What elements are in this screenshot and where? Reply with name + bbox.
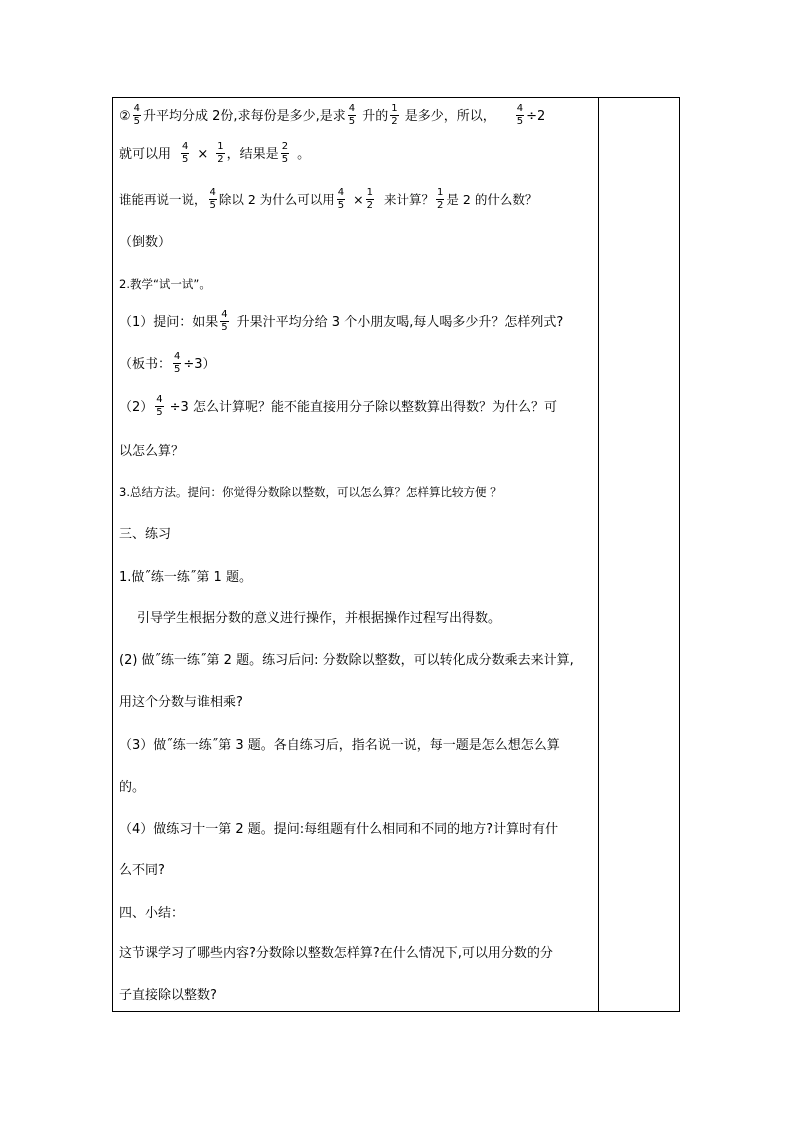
text: ÷3） <box>183 357 216 372</box>
line-11: 三、练习 <box>119 527 172 542</box>
column-divider <box>598 98 599 1011</box>
numerator: 1 <box>437 187 444 198</box>
line-9: 以怎么算？ <box>119 444 185 459</box>
numerator: 4 <box>221 309 228 320</box>
line-22: 子直接除以整数? <box>119 988 217 1003</box>
text: 来计算？ <box>384 192 435 207</box>
fraction <box>366 187 374 212</box>
fraction <box>220 309 228 334</box>
fraction <box>390 103 398 128</box>
numerator: 4 <box>156 394 163 405</box>
line-10: 3.总结方法。提问：你觉得分数除以整数，可以怎么算？怎样算比较方便 ？ <box>119 485 502 499</box>
line-15: 用这个分数与谁相乘? <box>119 695 243 710</box>
numerator: 4 <box>133 103 141 114</box>
fraction <box>133 103 141 128</box>
line-1 <box>119 104 545 129</box>
denominator: 5 <box>209 200 216 211</box>
denominator: 5 <box>182 154 189 165</box>
fraction <box>337 187 345 212</box>
text: ② <box>119 109 131 124</box>
numerator: 1 <box>217 141 224 152</box>
line-17: 的。 <box>119 780 146 795</box>
text: 升平均分成 2份,求每份是多少,是求 <box>143 109 346 124</box>
lesson-table <box>112 97 680 1012</box>
text: ÷3 怎么计算呢？能不能直接用分子除以整数算出得数？为什么？可 <box>169 400 557 415</box>
denominator: 5 <box>516 116 524 127</box>
line-13: 引导学生根据分数的意义进行操作，并根据操作过程写出得数。 <box>137 611 502 626</box>
text: 是多少，所以， <box>400 109 496 124</box>
numerator: 4 <box>348 103 356 114</box>
denominator: 2 <box>217 154 224 165</box>
text: 就可以用 <box>119 147 172 162</box>
line-2 <box>119 142 310 167</box>
numerator: 4 <box>174 351 181 362</box>
line-8 <box>119 395 557 420</box>
numerator: 4 <box>182 141 189 152</box>
text: 。 <box>297 147 311 162</box>
text: 除以 2 为什么可以用 <box>218 192 335 207</box>
line-5: 2.教学“试一试”。 <box>119 277 211 291</box>
numerator: 1 <box>366 187 374 198</box>
fraction <box>516 103 524 128</box>
denominator: 5 <box>281 154 289 165</box>
text: （2） <box>119 400 154 415</box>
line-7 <box>119 352 216 377</box>
denominator: 2 <box>437 200 444 211</box>
line-21: 这节课学习了哪些内容?分数除以整数怎样算?在什么情况下,可以用分数的分 <box>119 946 553 961</box>
fraction <box>348 103 356 128</box>
text: ÷2 <box>526 109 546 124</box>
line-19: 么不同? <box>119 863 165 878</box>
text: × <box>197 147 209 162</box>
text: 升果汁平均分给 3 个小朋友喝,每人喝多少升？怎样列式? <box>236 315 564 330</box>
numerator: 1 <box>391 103 398 114</box>
line-6 <box>119 310 563 335</box>
text: 谁能再说一说， <box>119 192 207 207</box>
line-16: （3）做˝练一练˝第 3 题。各自练习后，指名说一说，每一题是怎么想怎么算 <box>119 738 560 753</box>
denominator: 5 <box>156 407 163 418</box>
fraction <box>181 141 189 166</box>
fraction <box>155 394 163 419</box>
denominator: 5 <box>221 322 228 333</box>
line-12: 1.做˝练一练˝第 1 题。 <box>119 570 252 585</box>
denominator: 5 <box>348 116 356 127</box>
text: （1）提问：如果 <box>119 315 219 330</box>
numerator: 4 <box>209 187 216 198</box>
fraction <box>209 187 217 212</box>
denominator: 5 <box>337 200 345 211</box>
text: （板书： <box>119 357 172 372</box>
text: 升的 <box>358 109 389 124</box>
denominator: 2 <box>391 116 398 127</box>
line-20: 四、小结： <box>119 906 185 921</box>
fraction <box>173 351 181 376</box>
fraction <box>216 141 224 166</box>
line-14: (2) 做˝练一练˝第 2 题。练习后问: 分数除以整数，可以转化成分数乘去来计算, <box>119 653 574 668</box>
text: 是 2 的什么数？ <box>446 192 538 207</box>
numerator: 2 <box>281 141 289 152</box>
fraction <box>281 141 289 166</box>
line-18: （4）做练习十一第 2 题。提问:每组题有什么相同和不同的地方?计算时有什 <box>119 822 559 837</box>
numerator: 4 <box>516 103 524 114</box>
line-4: （倒数） <box>119 235 172 250</box>
denominator: 5 <box>174 364 181 375</box>
text: ，结果是 <box>226 147 279 162</box>
denominator: 2 <box>366 200 374 211</box>
denominator: 5 <box>133 116 141 127</box>
line-3 <box>119 188 537 213</box>
text: × <box>353 192 364 207</box>
fraction <box>436 187 444 212</box>
numerator: 4 <box>337 187 345 198</box>
